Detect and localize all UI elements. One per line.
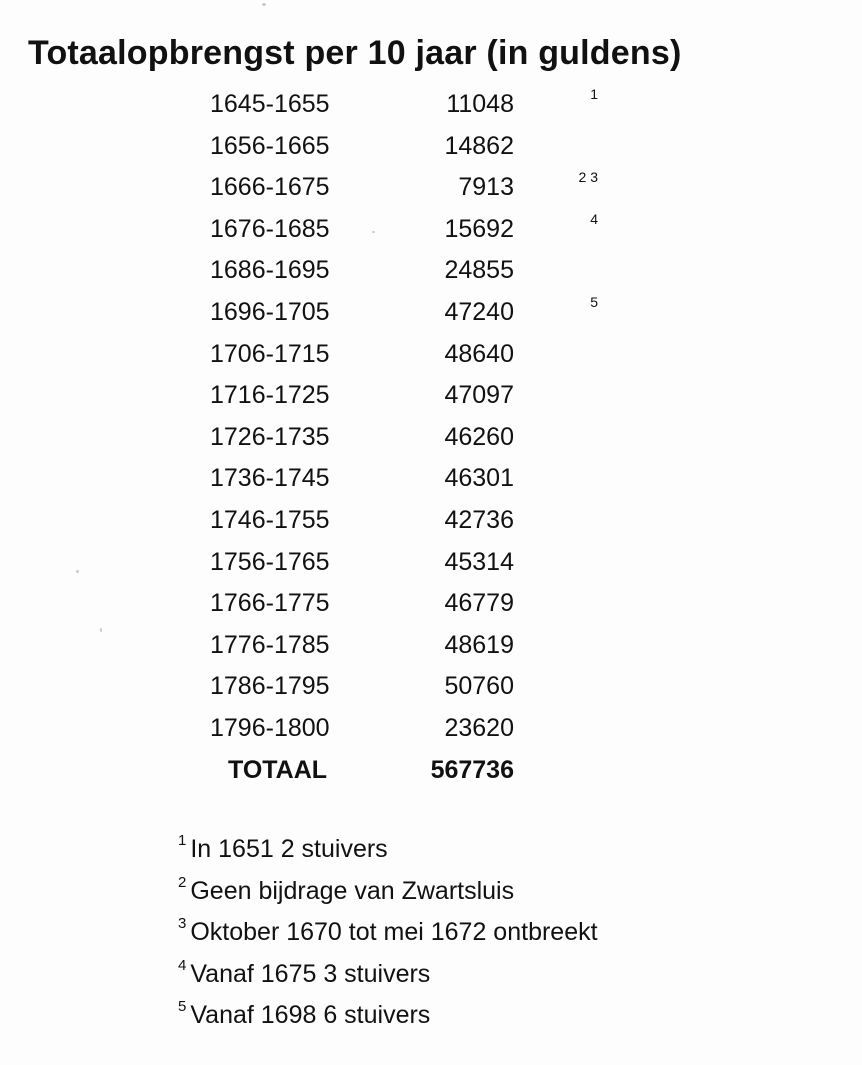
total-amount: 567736 bbox=[430, 755, 514, 784]
amount-cell: 48619 bbox=[444, 630, 514, 659]
period-cell: 1776-1785 bbox=[210, 630, 330, 659]
table-row bbox=[0, 86, 862, 128]
amount-cell: 46260 bbox=[444, 422, 514, 451]
footnote-text: Vanaf 1675 3 stuivers bbox=[190, 959, 431, 988]
scan-speck bbox=[372, 231, 375, 233]
period-cell: 1756-1765 bbox=[210, 547, 330, 576]
table-row bbox=[0, 377, 862, 419]
amount-cell: 45314 bbox=[444, 547, 514, 576]
footnote-number: 2 bbox=[178, 873, 187, 891]
table-row bbox=[0, 544, 862, 586]
footnote bbox=[178, 832, 598, 874]
footnote bbox=[178, 874, 598, 916]
period-cell: 1786-1795 bbox=[210, 672, 330, 701]
table-row bbox=[0, 585, 862, 627]
period-cell: 1656-1665 bbox=[210, 131, 330, 160]
period-cell: 1686-1695 bbox=[210, 256, 330, 285]
period-cell: 1696-1705 bbox=[210, 297, 330, 326]
amount-cell: 50760 bbox=[444, 672, 514, 701]
footnote-reference: 2 3 bbox=[578, 169, 598, 186]
table-row bbox=[0, 252, 862, 294]
amount-cell: 23620 bbox=[444, 713, 514, 742]
scan-speck bbox=[100, 628, 102, 632]
amount-cell: 46301 bbox=[444, 464, 514, 493]
footnote bbox=[178, 915, 598, 957]
scan-speck bbox=[76, 570, 79, 573]
footnotes bbox=[178, 832, 598, 1040]
amount-cell: 11048 bbox=[446, 90, 514, 118]
amount-cell: 47097 bbox=[444, 381, 514, 410]
table-row bbox=[0, 336, 862, 378]
period-cell: 1666-1675 bbox=[210, 173, 330, 202]
amount-cell: 42736 bbox=[444, 505, 514, 534]
amount-cell: 14862 bbox=[444, 131, 514, 160]
amount-cell: 7913 bbox=[458, 173, 514, 202]
amount-cell: 47240 bbox=[444, 297, 514, 326]
footnote-text: Vanaf 1698 6 stuivers bbox=[190, 1001, 431, 1029]
revenue-table bbox=[0, 86, 862, 793]
footnote-reference: 4 bbox=[590, 210, 598, 227]
table-row bbox=[0, 419, 862, 461]
table-row bbox=[0, 460, 862, 502]
period-cell: 1796-1800 bbox=[210, 713, 330, 742]
footnote-text: Geen bijdrage van Zwartsluis bbox=[190, 876, 515, 905]
footnote-number: 5 bbox=[178, 998, 187, 1015]
amount-cell: 24855 bbox=[444, 256, 514, 285]
scan-speck bbox=[262, 3, 266, 6]
table-row bbox=[0, 668, 862, 710]
table-row bbox=[0, 502, 862, 544]
table-row bbox=[0, 710, 862, 752]
footnote-reference: 5 bbox=[590, 293, 598, 310]
footnote bbox=[178, 957, 598, 999]
period-cell: 1706-1715 bbox=[210, 339, 330, 368]
footnote-text: In 1651 2 stuivers bbox=[190, 835, 388, 863]
footnote-number: 3 bbox=[178, 915, 187, 932]
amount-cell: 48640 bbox=[444, 339, 514, 368]
table-row bbox=[0, 211, 862, 253]
footnote-number: 4 bbox=[178, 956, 187, 974]
footnote bbox=[178, 998, 598, 1040]
total-label: TOTAAL bbox=[228, 755, 328, 784]
table-row bbox=[0, 627, 862, 669]
total-row bbox=[0, 752, 862, 794]
amount-cell: 15692 bbox=[444, 214, 514, 243]
document-title: Totaalopbrengst per 10 jaar (in guldens) bbox=[28, 34, 682, 72]
table-row bbox=[0, 294, 862, 336]
period-cell: 1645-1655 bbox=[210, 90, 330, 118]
period-cell: 1716-1725 bbox=[210, 381, 330, 410]
footnote-reference: 1 bbox=[590, 86, 598, 102]
period-cell: 1736-1745 bbox=[210, 464, 330, 493]
footnote-text: Oktober 1670 tot mei 1672 ontbreekt bbox=[190, 918, 598, 946]
period-cell: 1726-1735 bbox=[210, 422, 330, 451]
period-cell: 1746-1755 bbox=[210, 505, 330, 534]
amount-cell: 46779 bbox=[444, 589, 514, 618]
period-cell: 1676-1685 bbox=[210, 214, 330, 243]
period-cell: 1766-1775 bbox=[210, 589, 330, 618]
table-row bbox=[0, 128, 862, 170]
table-row bbox=[0, 169, 862, 211]
footnote-number: 1 bbox=[178, 832, 187, 849]
